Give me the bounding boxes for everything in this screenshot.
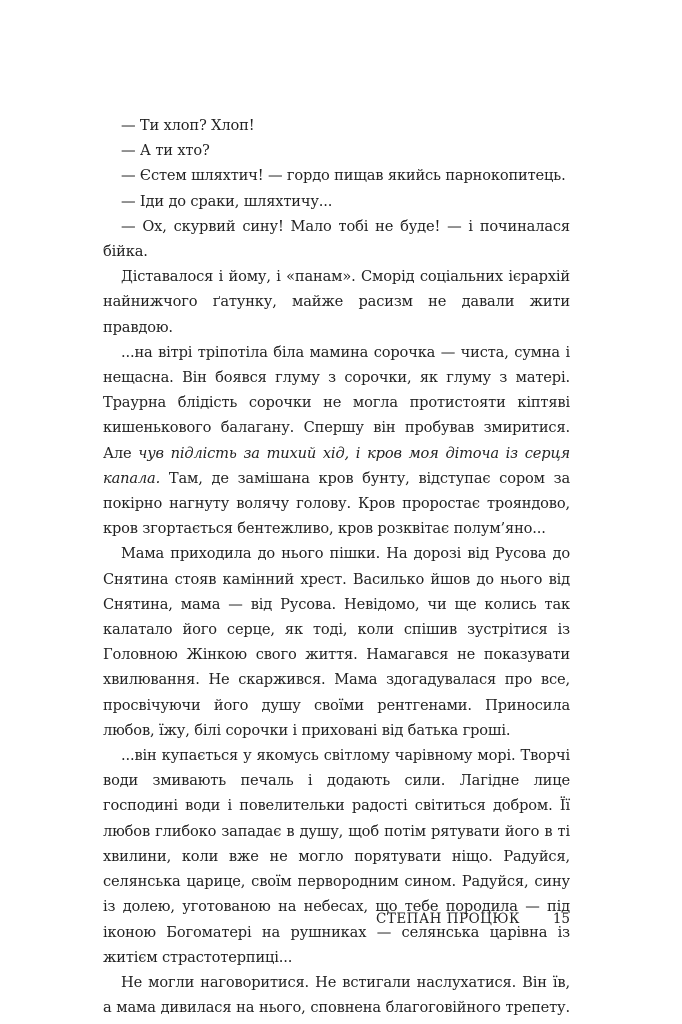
paragraph-dialogue-2: — А ти хто?	[121, 142, 210, 160]
body-text	[103, 113, 570, 1020]
paragraph-9: ...він купається у якомусь світлому чарівному морі. Творчі води змивають печаль і додають сили. Лагідне лице господині води і повелительки радості світиться добром. Її любов глибоко западає в душу, щоб потім рятувати його в ті хвилини, коли вже не могло порятувати ніщо. Радуйся, селянська царице, своїм первородним сином. Радуйся, сину із долею, уготованою на небесах, що тебе породила — під іконою Богоматері на рушниках — селянська царівна із житієм страстотерпиці...	[103, 747, 570, 966]
paragraph-7-start: ...на вітрі тріпотіла біла мамина сорочка — чиста, сумна і нещасна. Він боявся глуму з сорочки, як глуму з матері. Траурна блідість сорочки не могла протистояти кіптяві кишенькового балагану. Спершу він пробував змиритися. Але	[103, 343, 570, 462]
page-footer	[103, 908, 570, 930]
paragraph-8: Мама приходила до нього пішки. На дорозі від Русова до Снятина стояв камінний хрест. Василько йшов до нього від Снятина, мама — від Русова. Невідомо, чи ще колись так калатало його серце, як тоді, коли спішив зустрітися із Головною Жінкою свого життя. Намагався не показувати хвилювання. Не скаржився. Мама здогадувалася про все, просвічуючи його душу своїми рентгенами. Приносила любов, їжу, білі сорочки і приховані від батька гроші.	[103, 545, 570, 739]
paragraph-7	[103, 340, 570, 542]
paragraph-dialogue-3: — Єстем шляхтич! — гордо пищав якийсь парнокопитець.	[121, 167, 566, 185]
paragraph-7-end: Там, де замішана кров бунту, відступає сором за покірно нагнуту волячу голову. Кров проростає трояндово, кров згортається бентежливо, кров розквітає полум’яно...	[103, 469, 570, 538]
paragraph-dialogue-1: — Ти хлоп? Хлоп!	[121, 117, 255, 134]
paragraph-7-quote: чув підлість за тихий хід, і кров моя діточа із серця капала.	[103, 444, 570, 487]
paragraph-dialogue-4: — Іди до сраки, шляхтичу...	[121, 192, 333, 210]
paragraph-6: Діставалося і йому, і «панам». Сморід соціальних ієрархій найнижчого ґатунку, майже расизм не давали жити правдою.	[103, 268, 570, 336]
paragraph-10: Не могли наговоритися. Не встигали наслухатися. Він їв, а мама дивилася на нього, сповнена благоговійного трепету.	[103, 973, 570, 1017]
running-head-author: СТЕПАН ПРОЦЮК	[375, 911, 520, 927]
paragraph-dialogue-5: — Ох, скурвий сину! Мало тобі не буде! — і починалася бійка.	[103, 217, 570, 261]
page-number: 15	[552, 911, 570, 927]
